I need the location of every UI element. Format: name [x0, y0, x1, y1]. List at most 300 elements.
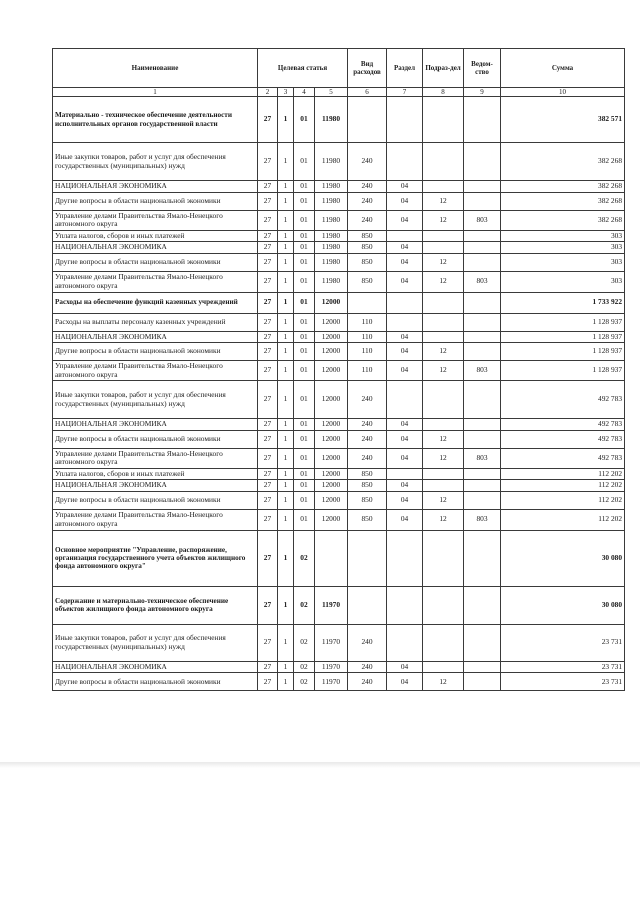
row-name: НАЦИОНАЛЬНАЯ ЭКОНОМИКА: [53, 242, 258, 254]
cell-program: 27: [258, 491, 278, 509]
cell-event: 01: [294, 480, 315, 492]
row-name: Управление делами Правительства Ямало-Ненецкого автономного округа: [53, 271, 258, 292]
cell-subprogram: 1: [278, 253, 294, 271]
cell-event: 01: [294, 381, 315, 419]
row-name: Другие вопросы в области национальной экономики: [53, 673, 258, 691]
row-name: Расходы на выплаты персоналу казенных учреждений: [53, 313, 258, 331]
table-row: [53, 292, 625, 313]
table-row: [53, 181, 625, 193]
cell-podrazdel: [423, 292, 464, 313]
cell-program: 27: [258, 480, 278, 492]
cell-program: 27: [258, 97, 278, 143]
table-row: [53, 480, 625, 492]
cell-razdel: 04: [387, 181, 423, 193]
cell-direction: 12000: [315, 381, 348, 419]
cell-vedomstvo: [464, 253, 501, 271]
cell-subprogram: 1: [278, 509, 294, 530]
cell-razdel: [387, 468, 423, 480]
cell-podrazdel: [423, 468, 464, 480]
cell-event: 01: [294, 242, 315, 254]
col-number: 8: [423, 88, 464, 97]
cell-event: 02: [294, 661, 315, 673]
cell-podrazdel: 12: [423, 509, 464, 530]
cell-direction: [315, 530, 348, 586]
header-summa: Сумма: [501, 49, 625, 88]
cell-sum: 303: [501, 230, 625, 242]
cell-vid: 850: [348, 242, 387, 254]
table-row: [53, 381, 625, 419]
cell-subprogram: 1: [278, 381, 294, 419]
cell-sum: 1 733 922: [501, 292, 625, 313]
table-row: [53, 143, 625, 181]
cell-vid: 240: [348, 192, 387, 210]
cell-razdel: 04: [387, 343, 423, 361]
cell-subprogram: 1: [278, 331, 294, 343]
header-target: Целевая статья: [258, 49, 348, 88]
cell-program: 27: [258, 181, 278, 193]
cell-vid: 240: [348, 419, 387, 431]
cell-program: 27: [258, 430, 278, 448]
column-number-row: [53, 88, 625, 97]
row-name: Другие вопросы в области национальной экономики: [53, 253, 258, 271]
header-podrazdel: Подраз-дел: [423, 49, 464, 88]
cell-razdel: 04: [387, 509, 423, 530]
cell-vid: 240: [348, 381, 387, 419]
row-name: Управление делами Правительства Ямало-Ненецкого автономного округа: [53, 210, 258, 230]
cell-razdel: [387, 292, 423, 313]
col-number: 7: [387, 88, 423, 97]
cell-razdel: 04: [387, 331, 423, 343]
cell-event: 01: [294, 271, 315, 292]
cell-sum: 303: [501, 242, 625, 254]
cell-vedomstvo: 803: [464, 210, 501, 230]
table-row: [53, 661, 625, 673]
row-name: Иные закупки товаров, работ и услуг для обеспечения государственных (муниципальных) нужд: [53, 624, 258, 661]
table-row: [53, 192, 625, 210]
cell-vid: 240: [348, 673, 387, 691]
cell-razdel: [387, 97, 423, 143]
cell-direction: 11980: [315, 143, 348, 181]
row-name: Управление делами Правительства Ямало-Ненецкого автономного округа: [53, 448, 258, 468]
cell-vid: 110: [348, 313, 387, 331]
cell-razdel: [387, 381, 423, 419]
cell-podrazdel: 12: [423, 361, 464, 381]
cell-vid: 240: [348, 661, 387, 673]
row-name: Уплата налогов, сборов и иных платежей: [53, 230, 258, 242]
col-number: 2: [258, 88, 278, 97]
table-row: [53, 509, 625, 530]
cell-razdel: [387, 624, 423, 661]
row-name: НАЦИОНАЛЬНАЯ ЭКОНОМИКА: [53, 419, 258, 431]
cell-event: 01: [294, 210, 315, 230]
cell-podrazdel: [423, 313, 464, 331]
cell-vedomstvo: [464, 430, 501, 448]
row-name: НАЦИОНАЛЬНАЯ ЭКОНОМИКА: [53, 181, 258, 193]
cell-podrazdel: 12: [423, 491, 464, 509]
cell-subprogram: 1: [278, 468, 294, 480]
cell-event: 01: [294, 430, 315, 448]
cell-program: 27: [258, 624, 278, 661]
cell-direction: 12000: [315, 292, 348, 313]
cell-direction: 12000: [315, 468, 348, 480]
cell-podrazdel: [423, 419, 464, 431]
cell-direction: 12000: [315, 491, 348, 509]
cell-sum: 1 128 937: [501, 313, 625, 331]
cell-program: 27: [258, 530, 278, 586]
row-name: Другие вопросы в области национальной экономики: [53, 430, 258, 448]
table-row: [53, 530, 625, 586]
cell-event: 01: [294, 361, 315, 381]
row-name: Расходы на обеспечение функций казенных учреждений: [53, 292, 258, 313]
cell-direction: 11980: [315, 253, 348, 271]
cell-direction: 12000: [315, 509, 348, 530]
row-name: Иные закупки товаров, работ и услуг для обеспечения государственных (муниципальных) нужд: [53, 381, 258, 419]
cell-direction: 11980: [315, 242, 348, 254]
cell-subprogram: 1: [278, 242, 294, 254]
cell-direction: 11970: [315, 673, 348, 691]
cell-subprogram: 1: [278, 673, 294, 691]
cell-program: 27: [258, 292, 278, 313]
budget-table: [52, 48, 625, 691]
cell-subprogram: 1: [278, 97, 294, 143]
cell-direction: 12000: [315, 313, 348, 331]
col-number: 3: [278, 88, 294, 97]
cell-vid: 850: [348, 253, 387, 271]
header-name: Наименование: [53, 49, 258, 88]
cell-sum: 1 128 937: [501, 343, 625, 361]
cell-vedomstvo: [464, 181, 501, 193]
cell-sum: 492 783: [501, 419, 625, 431]
cell-razdel: 04: [387, 419, 423, 431]
cell-sum: 30 080: [501, 586, 625, 624]
cell-program: 27: [258, 381, 278, 419]
cell-razdel: 04: [387, 253, 423, 271]
row-name: Материально - техническое обеспечение деятельности исполнительных органов государственной власти: [53, 97, 258, 143]
cell-program: 27: [258, 673, 278, 691]
cell-program: 27: [258, 242, 278, 254]
cell-vid: 240: [348, 624, 387, 661]
cell-vid: [348, 292, 387, 313]
cell-razdel: 04: [387, 661, 423, 673]
cell-podrazdel: 12: [423, 271, 464, 292]
cell-vedomstvo: [464, 530, 501, 586]
cell-vid: 110: [348, 331, 387, 343]
cell-direction: 11980: [315, 192, 348, 210]
cell-subprogram: 1: [278, 210, 294, 230]
cell-event: 02: [294, 530, 315, 586]
cell-podrazdel: [423, 230, 464, 242]
cell-program: 27: [258, 448, 278, 468]
cell-vedomstvo: [464, 624, 501, 661]
cell-program: 27: [258, 313, 278, 331]
cell-event: 01: [294, 331, 315, 343]
cell-sum: 382 268: [501, 192, 625, 210]
cell-program: 27: [258, 468, 278, 480]
cell-subprogram: 1: [278, 448, 294, 468]
cell-razdel: 04: [387, 361, 423, 381]
cell-sum: 492 783: [501, 430, 625, 448]
cell-event: 01: [294, 468, 315, 480]
cell-podrazdel: [423, 586, 464, 624]
cell-podrazdel: [423, 624, 464, 661]
table-row: [53, 361, 625, 381]
cell-vedomstvo: [464, 480, 501, 492]
cell-vid: 850: [348, 491, 387, 509]
cell-razdel: [387, 530, 423, 586]
cell-razdel: [387, 143, 423, 181]
cell-sum: 112 202: [501, 468, 625, 480]
cell-vedomstvo: 803: [464, 271, 501, 292]
cell-vedomstvo: 803: [464, 361, 501, 381]
cell-vid: 240: [348, 143, 387, 181]
cell-direction: 12000: [315, 419, 348, 431]
cell-razdel: 04: [387, 192, 423, 210]
cell-program: 27: [258, 419, 278, 431]
table-row: [53, 331, 625, 343]
cell-program: 27: [258, 210, 278, 230]
cell-vedomstvo: [464, 97, 501, 143]
row-name: Другие вопросы в области национальной экономики: [53, 192, 258, 210]
cell-subprogram: 1: [278, 292, 294, 313]
cell-razdel: 04: [387, 242, 423, 254]
cell-event: 01: [294, 313, 315, 331]
table-row: [53, 230, 625, 242]
table-row: [53, 253, 625, 271]
cell-event: 02: [294, 624, 315, 661]
cell-event: 01: [294, 491, 315, 509]
cell-sum: 30 080: [501, 530, 625, 586]
table-row: [53, 624, 625, 661]
cell-vid: [348, 530, 387, 586]
cell-direction: 11980: [315, 181, 348, 193]
cell-direction: 12000: [315, 361, 348, 381]
scan-edge: [0, 762, 640, 768]
cell-vedomstvo: [464, 343, 501, 361]
cell-podrazdel: [423, 242, 464, 254]
cell-vid: 240: [348, 210, 387, 230]
cell-sum: 112 202: [501, 480, 625, 492]
cell-direction: 12000: [315, 430, 348, 448]
table-row: [53, 448, 625, 468]
cell-program: 27: [258, 143, 278, 181]
cell-podrazdel: [423, 381, 464, 419]
cell-podrazdel: 12: [423, 253, 464, 271]
cell-event: 01: [294, 448, 315, 468]
table-row: [53, 419, 625, 431]
cell-vid: 110: [348, 343, 387, 361]
table-row: [53, 242, 625, 254]
cell-subprogram: 1: [278, 430, 294, 448]
cell-direction: 11970: [315, 624, 348, 661]
table-row: [53, 491, 625, 509]
cell-vedomstvo: 803: [464, 509, 501, 530]
cell-sum: 112 202: [501, 491, 625, 509]
table-row: [53, 468, 625, 480]
row-name: Иные закупки товаров, работ и услуг для обеспечения государственных (муниципальных) нужд: [53, 143, 258, 181]
row-name: Уплата налогов, сборов и иных платежей: [53, 468, 258, 480]
cell-program: 27: [258, 271, 278, 292]
cell-subprogram: 1: [278, 343, 294, 361]
cell-vedomstvo: [464, 381, 501, 419]
table-row: [53, 343, 625, 361]
cell-subprogram: 1: [278, 530, 294, 586]
cell-direction: 12000: [315, 448, 348, 468]
cell-program: 27: [258, 343, 278, 361]
cell-podrazdel: 12: [423, 448, 464, 468]
cell-event: 02: [294, 586, 315, 624]
table-row: [53, 97, 625, 143]
cell-vedomstvo: [464, 661, 501, 673]
cell-event: 01: [294, 97, 315, 143]
cell-sum: 382 571: [501, 97, 625, 143]
cell-program: 27: [258, 253, 278, 271]
header-razdel: Раздел: [387, 49, 423, 88]
cell-subprogram: 1: [278, 491, 294, 509]
cell-direction: 11970: [315, 661, 348, 673]
row-name: Другие вопросы в области национальной экономики: [53, 491, 258, 509]
cell-program: 27: [258, 361, 278, 381]
cell-razdel: 04: [387, 271, 423, 292]
cell-event: 01: [294, 253, 315, 271]
cell-event: 01: [294, 230, 315, 242]
cell-vedomstvo: [464, 673, 501, 691]
cell-event: 01: [294, 419, 315, 431]
cell-podrazdel: [423, 143, 464, 181]
cell-vedomstvo: [464, 331, 501, 343]
cell-vid: 110: [348, 361, 387, 381]
cell-sum: 23 731: [501, 673, 625, 691]
cell-vedomstvo: [464, 491, 501, 509]
cell-subprogram: 1: [278, 230, 294, 242]
cell-direction: 11980: [315, 271, 348, 292]
cell-program: 27: [258, 586, 278, 624]
cell-subprogram: 1: [278, 143, 294, 181]
cell-direction: 12000: [315, 331, 348, 343]
cell-subprogram: 1: [278, 313, 294, 331]
cell-vid: [348, 97, 387, 143]
cell-vedomstvo: [464, 192, 501, 210]
cell-vedomstvo: [464, 242, 501, 254]
cell-event: 01: [294, 143, 315, 181]
table-row: [53, 586, 625, 624]
cell-event: 01: [294, 343, 315, 361]
cell-subprogram: 1: [278, 361, 294, 381]
row-name: Управление делами Правительства Ямало-Ненецкого автономного округа: [53, 361, 258, 381]
cell-vedomstvo: [464, 419, 501, 431]
cell-vid: 850: [348, 480, 387, 492]
row-name: НАЦИОНАЛЬНАЯ ЭКОНОМИКА: [53, 480, 258, 492]
cell-vedomstvo: [464, 468, 501, 480]
cell-program: 27: [258, 331, 278, 343]
cell-vid: 850: [348, 230, 387, 242]
row-name: Управление делами Правительства Ямало-Ненецкого автономного округа: [53, 509, 258, 530]
cell-subprogram: 1: [278, 586, 294, 624]
cell-direction: 11980: [315, 210, 348, 230]
cell-razdel: 04: [387, 673, 423, 691]
table-row: [53, 271, 625, 292]
col-number: 9: [464, 88, 501, 97]
header-vedomstvo: Ведом-ство: [464, 49, 501, 88]
cell-program: 27: [258, 509, 278, 530]
cell-podrazdel: 12: [423, 210, 464, 230]
col-number: 5: [315, 88, 348, 97]
header-vid: Вид расходов: [348, 49, 387, 88]
cell-razdel: [387, 230, 423, 242]
cell-podrazdel: [423, 661, 464, 673]
cell-subprogram: 1: [278, 271, 294, 292]
cell-vid: 240: [348, 448, 387, 468]
cell-vedomstvo: [464, 292, 501, 313]
row-name: Содержание и материально-техническое обеспечение объектов жилищного фонда автономного округа: [53, 586, 258, 624]
cell-razdel: 04: [387, 210, 423, 230]
cell-event: 01: [294, 192, 315, 210]
cell-program: 27: [258, 192, 278, 210]
cell-sum: 112 202: [501, 509, 625, 530]
cell-podrazdel: [423, 97, 464, 143]
col-number: 1: [53, 88, 258, 97]
cell-podrazdel: 12: [423, 192, 464, 210]
col-number: 6: [348, 88, 387, 97]
cell-sum: 303: [501, 271, 625, 292]
table-row: [53, 210, 625, 230]
table-body: [53, 97, 625, 691]
cell-subprogram: 1: [278, 181, 294, 193]
cell-direction: 12000: [315, 480, 348, 492]
table-row: [53, 430, 625, 448]
col-number: 10: [501, 88, 625, 97]
cell-sum: 1 128 937: [501, 331, 625, 343]
cell-podrazdel: [423, 331, 464, 343]
cell-sum: 23 731: [501, 624, 625, 661]
cell-sum: 382 268: [501, 210, 625, 230]
cell-podrazdel: [423, 480, 464, 492]
cell-direction: 11980: [315, 230, 348, 242]
cell-event: 01: [294, 292, 315, 313]
cell-direction: 11980: [315, 97, 348, 143]
cell-vedomstvo: [464, 586, 501, 624]
cell-vid: 850: [348, 271, 387, 292]
cell-vid: 240: [348, 430, 387, 448]
cell-direction: 11970: [315, 586, 348, 624]
cell-podrazdel: 12: [423, 343, 464, 361]
cell-event: 01: [294, 509, 315, 530]
cell-vedomstvo: [464, 230, 501, 242]
cell-event: 02: [294, 673, 315, 691]
cell-sum: 1 128 937: [501, 361, 625, 381]
cell-vid: 240: [348, 181, 387, 193]
cell-razdel: [387, 586, 423, 624]
cell-razdel: 04: [387, 491, 423, 509]
cell-podrazdel: 12: [423, 430, 464, 448]
cell-sum: 23 731: [501, 661, 625, 673]
cell-program: 27: [258, 661, 278, 673]
cell-subprogram: 1: [278, 624, 294, 661]
table-row: [53, 313, 625, 331]
row-name: НАЦИОНАЛЬНАЯ ЭКОНОМИКА: [53, 661, 258, 673]
row-name: НАЦИОНАЛЬНАЯ ЭКОНОМИКА: [53, 331, 258, 343]
cell-podrazdel: [423, 530, 464, 586]
cell-sum: 303: [501, 253, 625, 271]
cell-razdel: 04: [387, 480, 423, 492]
cell-subprogram: 1: [278, 480, 294, 492]
cell-subprogram: 1: [278, 661, 294, 673]
table-row: [53, 673, 625, 691]
table-header-row: [53, 49, 625, 88]
cell-podrazdel: 12: [423, 673, 464, 691]
cell-vedomstvo: 803: [464, 448, 501, 468]
row-name: Основное мероприятие "Управление, распоряжение, организация государственного учета объектов жилищного фонда автономного округа": [53, 530, 258, 586]
cell-sum: 492 783: [501, 448, 625, 468]
